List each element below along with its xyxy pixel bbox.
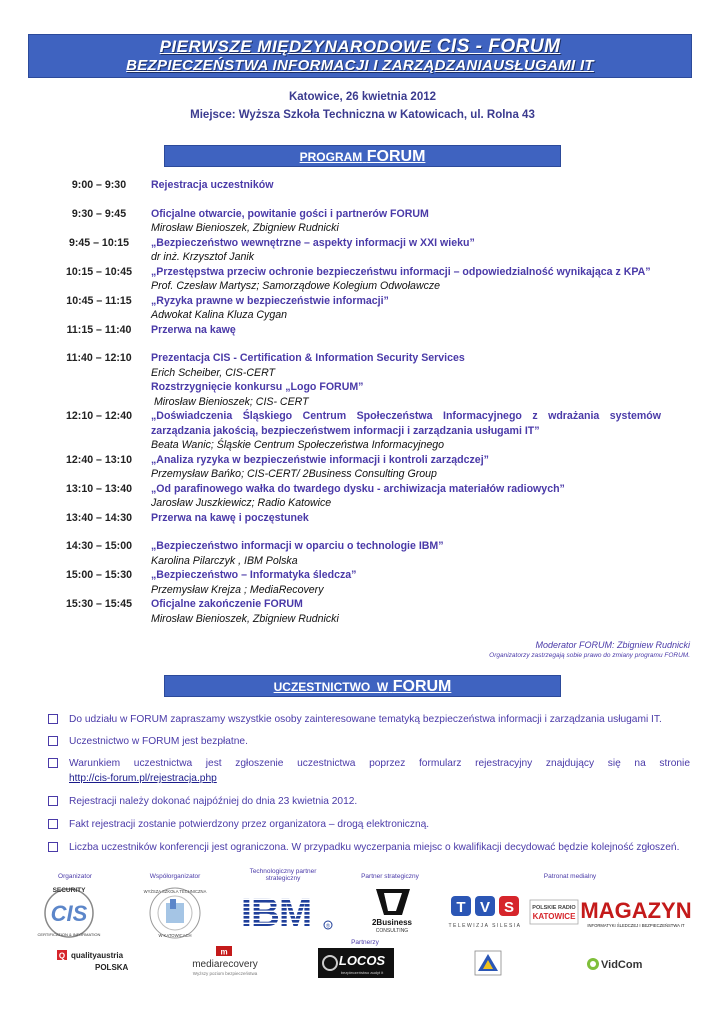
2business-logo-name: 2Business bbox=[371, 918, 413, 927]
schedule-title: Przerwa na kawę i poczęstunek bbox=[151, 511, 309, 524]
cis-logo-top: SECURITY bbox=[52, 887, 86, 894]
schedule-time: 9:30 – 9:45 bbox=[71, 207, 127, 220]
schedule-speaker: Mirosław Bienioszek, Zbigniew Rudnicki bbox=[151, 222, 339, 234]
schedule-title: Rozstrzygnięcie konkursu „Logo FORUM” bbox=[151, 381, 364, 393]
schedule-time: 15:30 – 15:45 bbox=[66, 598, 132, 610]
program-heading-small: PROGRAM bbox=[299, 150, 363, 164]
label-tech-partner: Technologiczny partner strategiczny bbox=[249, 868, 317, 882]
schedule-row bbox=[0, 511, 725, 526]
svg-text:Q: Q bbox=[58, 951, 66, 961]
svg-text:T: T bbox=[456, 899, 466, 916]
banner-line-1b: CIS - FORUM bbox=[436, 36, 561, 57]
schedule-speaker: Beata Wanic; Śląskie Centrum Społeczeństwa Informacyjnego bbox=[151, 439, 445, 451]
participation-text: Rejestracji należy dokonać najpóźniej do dnia 23 kwietnia 2012. bbox=[69, 796, 358, 807]
wst-logo-arc: WYŻSZA SZKOŁA TECHNICZNA bbox=[143, 889, 207, 894]
participation-text: Fakt rejestracji zostanie potwierdzony przez organizatora – drogą elektroniczną. bbox=[69, 819, 430, 830]
2business-logo bbox=[362, 885, 422, 935]
locos-logo-sub: bezpieczeństwo audyt it bbox=[340, 970, 384, 975]
checkbox-icon bbox=[48, 796, 58, 806]
quality-austria-logo bbox=[55, 948, 135, 976]
schedule-speaker: Jarosław Juszkiewicz; Radio Katowice bbox=[151, 497, 332, 509]
label-co-organizer: Współorganizator bbox=[149, 873, 201, 880]
schedule-time: 9:00 – 9:30 bbox=[71, 179, 127, 191]
label-partners: Partnerzy bbox=[351, 939, 379, 946]
schedule-title: Przerwa na kawę bbox=[151, 323, 236, 336]
schedule-speaker: Przemysław Krejza ; MediaRecovery bbox=[151, 583, 324, 596]
schedule-time: 15:00 – 15:30 bbox=[66, 569, 132, 581]
cis-logo bbox=[34, 882, 104, 940]
schedule-row bbox=[0, 265, 725, 294]
program-schedule bbox=[0, 178, 725, 626]
cis-logo-arc: CERTIFICATION & INFORMATION bbox=[37, 932, 101, 937]
locos-logo bbox=[318, 948, 394, 978]
participation-item bbox=[48, 712, 690, 727]
moderator-note: Moderator FORUM: Zbigniew Rudnicki bbox=[535, 640, 690, 650]
vidcom-logo bbox=[585, 953, 655, 975]
participation-heading-big: FORUM bbox=[392, 678, 452, 695]
schedule-time: 12:40 – 13:10 bbox=[66, 453, 132, 466]
schedule-time: 11:15 – 11:40 bbox=[66, 323, 132, 336]
polskie-radio-logo bbox=[529, 898, 579, 928]
schedule-row bbox=[0, 351, 725, 409]
program-disclaimer: Organizatorzy zastrzegają sobie prawo do zmiany programu FORUM. bbox=[489, 652, 690, 659]
checkbox-icon bbox=[48, 819, 58, 829]
tvs-logo bbox=[448, 893, 523, 933]
schedule-row bbox=[0, 409, 725, 453]
schedule-row bbox=[0, 539, 725, 568]
schedule-title: „Bezpieczeństwo informacji w oparciu o technologie IBM” bbox=[151, 540, 444, 552]
vidcom-logo-name: VidCom bbox=[601, 959, 643, 971]
svg-text:®: ® bbox=[326, 923, 330, 930]
schedule-title: „Ryzyka prawne w bezpieczeństwie informacji” bbox=[151, 294, 389, 307]
cis-logo-main: CIS bbox=[50, 901, 88, 926]
schedule-time: 9:45 – 10:15 bbox=[68, 236, 130, 249]
schedule-title: „Bezpieczeństwo – Informatyka śledcza” bbox=[151, 569, 357, 581]
checkbox-icon bbox=[48, 714, 58, 724]
magazyn-logo-sub: INFORMATYKI ŚLEDCZEJ I BEZPIECZEŃSTWA IT bbox=[587, 923, 685, 928]
2business-logo-sub: CONSULTING bbox=[375, 928, 409, 934]
schedule-title: Prezentacja CIS - Certification & Information Security Services bbox=[151, 352, 465, 364]
schedule-time: 14:30 – 15:00 bbox=[66, 540, 132, 552]
program-heading bbox=[164, 145, 561, 167]
checkbox-icon bbox=[48, 736, 58, 746]
mediarecovery-name: mediarecovery bbox=[192, 959, 258, 970]
participation-heading bbox=[164, 675, 561, 697]
schedule-time: 11:40 – 12:10 bbox=[66, 352, 132, 364]
schedule-title: zarządzania jakością, bezpieczeństwem informacji i zarządzania usługami IT” bbox=[151, 424, 540, 437]
schedule-speaker: Prof. Czesław Martysz; Samorządowe Kolegium Odwoławcze bbox=[151, 280, 441, 292]
participation-text: Uczestnictwo w FORUM jest bezpłatne. bbox=[69, 736, 248, 747]
banner-line-1a: PIERWSZE MIĘDZYNARODOWE bbox=[159, 37, 432, 56]
participation-item bbox=[48, 794, 690, 809]
wst-logo bbox=[140, 885, 210, 940]
schedule-title: Rejestracja uczestników bbox=[151, 179, 274, 191]
participation-text: Liczba uczestników konferencji jest ograniczona. W przypadku wyczerpania miejsc o kwalifikacji decydować będzie kolejność zgłoszeń. bbox=[69, 842, 680, 853]
label-organizer: Organizator bbox=[58, 873, 92, 880]
schedule-row bbox=[0, 294, 725, 323]
banner-line-1 bbox=[29, 37, 691, 57]
program-heading-big: FORUM bbox=[366, 148, 426, 165]
quality-austria-sub: POLSKA bbox=[95, 963, 129, 972]
participation-text: Warunkiem uczestnictwa jest zgłoszenie uczestnictwa poprzez formularz rejestracyjny znajdujący się na stronie bbox=[69, 758, 690, 769]
svg-text:V: V bbox=[479, 899, 491, 916]
schedule-speaker: dr inż. Krzysztof Janik bbox=[151, 251, 255, 263]
polskie-radio-main: KATOWICE bbox=[532, 912, 576, 921]
locos-logo-name: LOCOS bbox=[338, 953, 386, 968]
event-venue: Miejsce: Wyższa Szkoła Techniczna w Katowicach, ul. Rolna 43 bbox=[190, 109, 535, 121]
schedule-speaker: Erich Scheiber, CIS-CERT bbox=[151, 366, 276, 379]
triangle-partner-logo bbox=[474, 950, 502, 976]
tvs-logo-sub: TELEWIZJA SILESIA bbox=[448, 923, 522, 929]
label-strategic-partner: Partner strategiczny bbox=[361, 873, 419, 880]
schedule-title: „Analiza ryzyka w bezpieczeństwie informacji i kontroli zarządczej” bbox=[151, 453, 489, 466]
schedule-row bbox=[0, 207, 725, 236]
schedule-time: 13:40 – 14:30 bbox=[66, 511, 132, 524]
schedule-speaker: Przemysław Bańko; CIS-CERT/ 2Business Consulting Group bbox=[151, 468, 437, 480]
schedule-time: 10:15 – 10:45 bbox=[66, 265, 132, 278]
schedule-title: „Bezpieczeństwo wewnętrzne – aspekty informacji w XXI wieku” bbox=[151, 236, 475, 249]
checkbox-icon bbox=[48, 842, 58, 852]
schedule-title: Oficjalne zakończenie FORUM bbox=[151, 598, 303, 610]
schedule-speaker: Mirosław Bienioszek, Zbigniew Rudnicki bbox=[151, 612, 339, 625]
schedule-row bbox=[0, 178, 725, 193]
polskie-radio-top: POLSKIE RADIO bbox=[532, 905, 576, 911]
schedule-time: 10:45 – 11:15 bbox=[66, 294, 132, 307]
label-media-patron: Patronat medialny bbox=[543, 873, 597, 880]
schedule-row bbox=[0, 482, 725, 511]
registration-link[interactable]: http://cis-forum.pl/rejestracja.php bbox=[69, 773, 217, 784]
checkbox-icon bbox=[48, 758, 58, 768]
participation-item bbox=[48, 840, 690, 855]
schedule-title: Oficjalne otwarcie, powitanie gości i partnerów FORUM bbox=[151, 207, 429, 220]
quality-austria-name: qualityaustria bbox=[71, 951, 124, 960]
schedule-row bbox=[0, 597, 725, 626]
schedule-row bbox=[0, 568, 725, 597]
schedule-speaker: Mirosław Bienioszek; CIS- CERT bbox=[151, 395, 309, 408]
participation-item bbox=[48, 734, 690, 749]
ibm-logo bbox=[232, 892, 337, 932]
mediarecovery-logo bbox=[185, 944, 265, 978]
banner-line-2: BEZPIECZEŃSTWA INFORMACJI I ZARZĄDZANIAUSŁUGAMI IT bbox=[126, 57, 594, 74]
schedule-speaker: Adwokat Kalina Kluza Cygan bbox=[151, 309, 288, 321]
schedule-title: „Przestępstwa przeciw ochronie bezpieczeństwu informacji – odpowiedzialność wynikająca z KPA” bbox=[151, 265, 651, 278]
schedule-title: „Od parafinowego wałka do twardego dysku - archiwizacja materiałów radiowych” bbox=[151, 482, 565, 495]
schedule-time: 13:10 – 13:40 bbox=[66, 482, 132, 495]
participation-heading-small: UCZESTNICTWO W bbox=[273, 680, 389, 694]
schedule-row bbox=[0, 323, 725, 338]
participation-item bbox=[48, 756, 690, 786]
magazyn-logo-title: MAGAZYN bbox=[580, 898, 692, 923]
magazyn-logo bbox=[580, 896, 692, 932]
header-banner bbox=[28, 34, 692, 78]
schedule-speaker: Karolina Pilarczyk , IBM Polska bbox=[151, 554, 298, 567]
schedule-time: 12:10 – 12:40 bbox=[66, 410, 132, 422]
svg-text:S: S bbox=[503, 899, 515, 916]
participation-text: Do udziału w FORUM zapraszamy wszystkie osoby zainteresowane tematyką bezpieczeństwa informacji i zarządzania usługami IT. bbox=[69, 714, 662, 725]
mediarecovery-sub: Wyższy poziom bezpieczeństwa bbox=[192, 971, 258, 976]
ibm-logo-text: IBM bbox=[240, 892, 312, 932]
schedule-title: „Doświadczenia Śląskiego Centrum Społeczeństwa Informacyjnego z wdrażania systemów bbox=[151, 410, 661, 422]
participation-item bbox=[48, 817, 690, 832]
schedule-row bbox=[0, 236, 725, 265]
svg-text:m: m bbox=[220, 947, 228, 957]
event-date: Katowice, 26 kwietnia 2012 bbox=[288, 91, 437, 103]
wst-logo-bottom: W KATOWICACH bbox=[158, 933, 192, 938]
schedule-row bbox=[0, 453, 725, 482]
